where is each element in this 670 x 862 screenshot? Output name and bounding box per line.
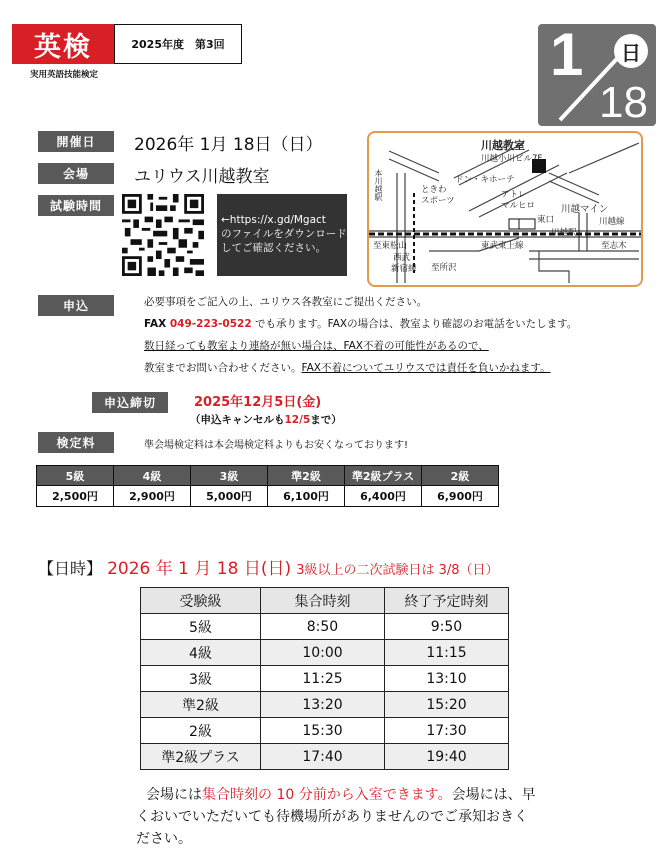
schedule-table <box>140 587 509 770</box>
fee-label: 検定料 <box>38 432 114 453</box>
schedule-start: 17:40 <box>261 744 385 770</box>
time-label: 試験時間 <box>38 195 114 216</box>
map-don: ドン・キホーテ <box>455 175 515 185</box>
schedule-header-row <box>141 588 509 614</box>
note-c: 会場には、早くおいでいただいても待機場所がありませんのでご承知おきください。 <box>136 787 536 847</box>
schedule-title-prefix: 【日時】 <box>38 559 103 578</box>
map-shinjuku: 新宿線 <box>391 264 417 274</box>
schedule-end: 13:10 <box>385 666 509 692</box>
map-maruhiro: マルヒロ <box>501 201 536 211</box>
fee-value: 6,400円 <box>345 486 422 507</box>
map-shiki: 至志木 <box>601 241 627 251</box>
schedule-start: 11:25 <box>261 666 385 692</box>
schedule-end: 19:40 <box>385 744 509 770</box>
schedule-start: 10:00 <box>261 640 385 666</box>
badge-day: 18 <box>599 78 648 126</box>
fee-value: 6,100円 <box>268 486 345 507</box>
table-row <box>141 666 509 692</box>
map-tokorozawa: 至所沢 <box>431 263 457 273</box>
fee-header: 準2級プラス <box>345 466 422 486</box>
fee-value-row <box>37 486 499 507</box>
map-seibu: 西武 <box>393 253 411 263</box>
map-honkawa: 本川越駅 <box>374 169 383 201</box>
fee-value: 2,900円 <box>114 486 191 507</box>
map-title: 川越教室 <box>481 139 525 152</box>
deadline-label: 申込締切 <box>92 392 168 413</box>
map-tokiwa: ときわ <box>421 185 447 195</box>
venue-value: ユリウス川越教室 <box>134 167 270 187</box>
cancel-date: 12/5 <box>284 414 311 426</box>
date-label: 開催日 <box>38 131 114 152</box>
eiken-subtitle: 実用英語技能検定 <box>29 70 98 80</box>
schedule-grade: 2級 <box>141 718 261 744</box>
download-text-2: してご確認ください。 <box>221 242 326 254</box>
map-tobu: 東武東上線 <box>481 241 524 251</box>
date-badge <box>538 24 656 126</box>
deadline-value: 2025年12月5日(金) <box>194 395 322 410</box>
fee-header: 5級 <box>37 466 114 486</box>
venue-label: 会場 <box>38 163 114 184</box>
map-mine: 川越マイン <box>561 204 609 215</box>
access-map <box>367 131 643 287</box>
schedule-grade: 準2級 <box>141 692 261 718</box>
schedule-header: 受験級 <box>141 588 261 614</box>
download-text-1: のファイルをダウンロード <box>221 228 347 240</box>
cancel-prefix: （申込キャンセルも <box>190 414 285 426</box>
fee-header: 4級 <box>114 466 191 486</box>
schedule-grade: 3級 <box>141 666 261 692</box>
schedule-start: 15:30 <box>261 718 385 744</box>
fee-value: 6,900円 <box>422 486 499 507</box>
eiken-logo: 英検 <box>12 24 114 64</box>
cancel-note <box>190 412 342 427</box>
table-row <box>141 614 509 640</box>
table-row <box>141 718 509 744</box>
schedule-title <box>38 554 499 579</box>
fee-table <box>36 465 499 507</box>
schedule-grade: 5級 <box>141 614 261 640</box>
badge-weekday: 日 <box>614 34 648 68</box>
schedule-start: 13:20 <box>261 692 385 718</box>
fee-value: 2,500円 <box>37 486 114 507</box>
qr-code[interactable] <box>118 194 208 276</box>
schedule-end: 15:20 <box>385 692 509 718</box>
map-building: 川越小川ビル7F <box>481 154 543 164</box>
entry-note <box>136 784 536 850</box>
apply-line-4 <box>144 358 551 378</box>
fax-suffix: でも承ります。FAXの場合は、教室より確認のお電話をいたします。 <box>254 318 578 330</box>
map-atore: アトレ <box>501 190 527 200</box>
date-value: 2026年 1月 18日（日） <box>134 135 323 155</box>
schedule-title-note: 3級以上の二次試験日は 3/8（日） <box>296 563 499 578</box>
schedule-start: 8:50 <box>261 614 385 640</box>
apply-line-3: 数日経っても教室より連絡が無い場合は、FAX不着の可能性があるので、 <box>144 340 489 352</box>
schedule-grade: 準2級プラス <box>141 744 261 770</box>
map-kawagoe-station: 川越駅 <box>551 228 577 238</box>
fee-header: 2級 <box>422 466 499 486</box>
download-url[interactable]: ←https://x.gd/Mgact <box>221 214 326 226</box>
schedule-end: 9:50 <box>385 614 509 640</box>
schedule-end: 17:30 <box>385 718 509 744</box>
schedule-header: 終了予定時刻 <box>385 588 509 614</box>
map-higashiguchi: 東口 <box>537 215 555 225</box>
apply-label: 申込 <box>38 295 114 316</box>
table-row <box>141 744 509 770</box>
table-row <box>141 692 509 718</box>
download-info-box[interactable] <box>217 194 347 276</box>
cancel-suffix: まで） <box>310 414 342 426</box>
schedule-grade: 4級 <box>141 640 261 666</box>
schedule-title-date: 2026 年 1 月 18 日(日) <box>107 559 292 579</box>
fee-header-row <box>37 466 499 486</box>
apply-line-1: 必要事項をご記入の上、ユリウス各教室にご提出ください。 <box>144 296 428 308</box>
schedule-end: 11:15 <box>385 640 509 666</box>
fee-header: 準2級 <box>268 466 345 486</box>
fee-header: 3級 <box>191 466 268 486</box>
fax-number[interactable]: 049-223-0522 <box>169 318 252 330</box>
schedule-header: 集合時刻 <box>261 588 385 614</box>
map-sports: スポーツ <box>421 196 455 206</box>
apply-line-4a: 教室までお問い合わせください。 <box>144 362 302 374</box>
apply-fax-line <box>144 314 577 334</box>
fax-prefix: FAX <box>144 318 170 330</box>
year-session: 2025年度 第3回 <box>114 24 242 64</box>
fee-value: 5,000円 <box>191 486 268 507</box>
badge-month: 1 <box>550 24 584 88</box>
map-higashimatsuyama: 至東松山 <box>373 241 408 251</box>
note-b: 集合時刻の 10 分前から入室できます。 <box>202 787 452 803</box>
map-kawagoe-line: 川越線 <box>599 217 625 227</box>
note-a: 会場には <box>146 787 202 803</box>
table-row <box>141 640 509 666</box>
fee-note: 準会場検定料は本会場検定料よりもお安くなっております! <box>144 440 409 451</box>
apply-line-4b: FAX不着についてユリウスでは責任を負いかねます。 <box>301 362 551 374</box>
